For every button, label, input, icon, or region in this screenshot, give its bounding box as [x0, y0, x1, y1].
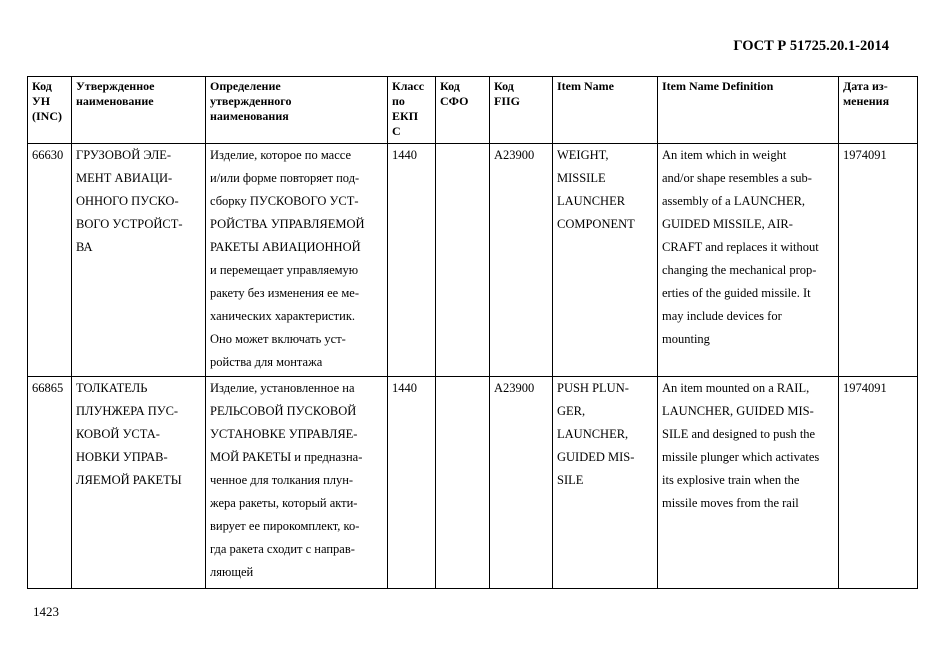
- col-header-sfo: Код СФО: [436, 77, 490, 144]
- cell-item-definition: An item mounted on a RAIL, LAUNCHER, GUIDED MIS- SILE and designed to push the missile plunger which activates its explosive train when the missile moves from the rail: [658, 377, 839, 589]
- cell-class: 1440: [388, 144, 436, 377]
- cell-approved-name: ТОЛКАТЕЛЬ ПЛУНЖЕРА ПУС- КОВОЙ УСТА- НОВКИ УПРАВ- ЛЯЕМОЙ РАКЕТЫ: [72, 377, 206, 589]
- cell-item-name: WEIGHT, MISSILE LAUNCHER COMPONENT: [553, 144, 658, 377]
- cell-item-name: PUSH PLUN- GER, LAUNCHER, GUIDED MIS- SILE: [553, 377, 658, 589]
- cell-date: 1974091: [839, 377, 918, 589]
- cell-fiig: A23900: [490, 144, 553, 377]
- cell-definition: Изделие, которое по массе и/или форме повторяет под- сборку ПУСКОВОГО УСТ- РОЙСТВА УПРАВЛЯЕМОЙ РАКЕТЫ АВИАЦИОННОЙ и перемещает управляемую ракету без изменения ее ме- ханических характеристик. Оно может включать уст- ройства для монтажа: [206, 144, 388, 377]
- table-row: [28, 377, 918, 589]
- col-header-class: Класс по ЕКП С: [388, 77, 436, 144]
- cell-approved-name: ГРУЗОВОЙ ЭЛЕ- МЕНТ АВИАЦИ- ОННОГО ПУСКО- ВОГО УСТРОЙСТ- ВА: [72, 144, 206, 377]
- col-header-approved-name: Утвержденное наименование: [72, 77, 206, 144]
- cell-inc: 66630: [28, 144, 72, 377]
- cell-class: 1440: [388, 377, 436, 589]
- table-header-row: [28, 77, 918, 144]
- col-header-inc: Код УН (INC): [28, 77, 72, 144]
- col-header-date: Дата из- менения: [839, 77, 918, 144]
- col-header-item-definition: Item Name Definition: [658, 77, 839, 144]
- cell-item-definition: An item which in weight and/or shape resembles a sub- assembly of a LAUNCHER, GUIDED MISSILE, AIR- CRAFT and replaces it without changing the mechanical prop- erties of the guided missile. It may include devices for mounting: [658, 144, 839, 377]
- cell-sfo: [436, 144, 490, 377]
- cell-fiig: A23900: [490, 377, 553, 589]
- cell-inc: 66865: [28, 377, 72, 589]
- table-row: [28, 144, 918, 377]
- col-header-definition: Определение утвержденного наименования: [206, 77, 388, 144]
- col-header-fiig: Код FIIG: [490, 77, 553, 144]
- col-header-item-name: Item Name: [553, 77, 658, 144]
- cell-date: 1974091: [839, 144, 918, 377]
- page-number: 1423: [33, 604, 59, 619]
- cell-definition: Изделие, установленное на РЕЛЬСОВОЙ ПУСКОВОЙ УСТАНОВКЕ УПРАВЛЯЕ- МОЙ РАКЕТЫ и предназна- ченное для толкания плун- жера ракеты, который акти- вирует ее пирокомплект, ко- гда ракета сходит с направ- ляющей: [206, 377, 388, 589]
- document-id: ГОСТ Р 51725.20.1-2014: [733, 38, 889, 54]
- cell-sfo: [436, 377, 490, 589]
- nomenclature-table: [27, 76, 918, 589]
